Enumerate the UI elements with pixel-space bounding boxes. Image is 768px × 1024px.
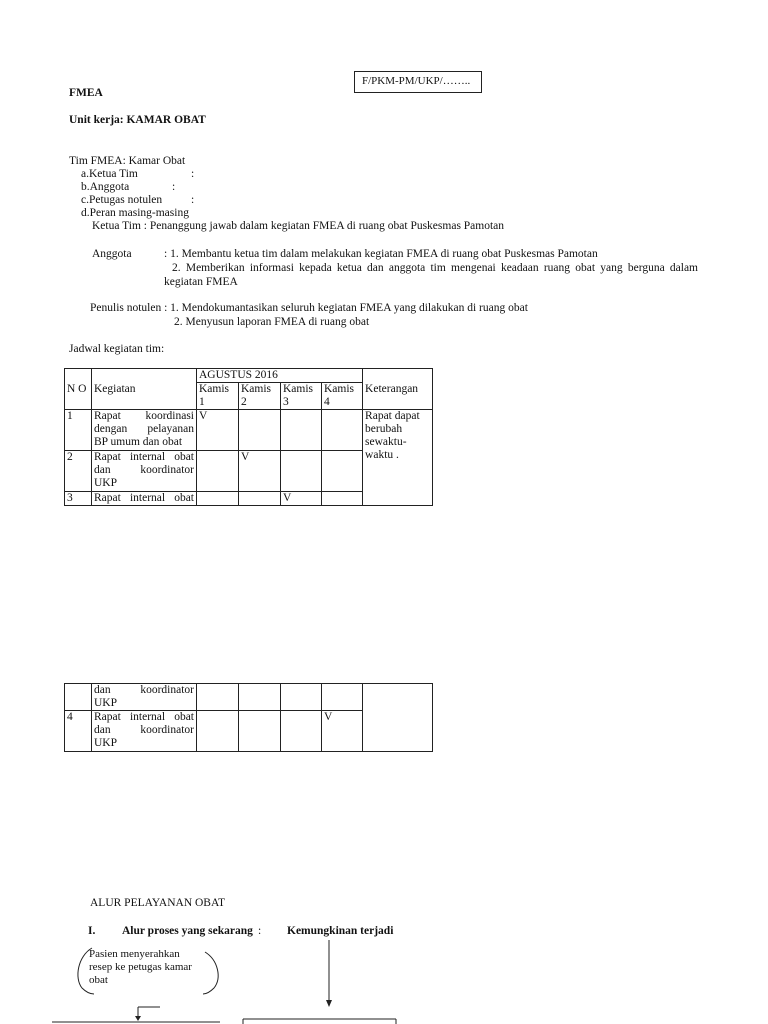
- anggota-duty-2b: kegiatan FMEA: [164, 276, 238, 288]
- current-process-label: Alur proses yang sekarang: [122, 925, 253, 937]
- header-keterangan: Keterangan: [363, 369, 433, 410]
- step1-line-3: obat: [89, 974, 108, 986]
- schedule-heading: Jadwal kegiatan tim:: [69, 343, 165, 355]
- row-check: V: [197, 410, 239, 451]
- possible-arrow-head: [326, 1000, 332, 1007]
- role-notulen: c.Petugas notulen: [81, 194, 163, 206]
- step1-right-bracket: [203, 952, 218, 994]
- duties-heading: d.Peran masing-masing: [81, 207, 189, 219]
- row-kegiatan: Rapat koordinasi dengan pelayanan BP umum dan obat: [92, 410, 197, 451]
- unit-label: Unit kerja: KAMAR OBAT: [69, 114, 206, 126]
- header-week-1: Kamis 1: [197, 383, 239, 410]
- header-week-3: Kamis 3: [281, 383, 322, 410]
- header-week-4: Kamis 4: [322, 383, 363, 410]
- notulen-duty-1: Penulis notulen : 1. Mendokumantasikan seluruh kegiatan FMEA yang dilakukan di ruang obat: [90, 302, 528, 314]
- team-heading: Tim FMEA: Kamar Obat: [69, 155, 186, 167]
- role-anggota: b.Anggota: [81, 181, 130, 193]
- row-no: 1: [65, 410, 92, 451]
- keterangan-text: Rapat dapat berubah sewaktu-waktu .: [365, 410, 420, 461]
- role-ketua-colon: :: [191, 168, 195, 180]
- header-month: AGUSTUS 2016: [197, 369, 363, 383]
- step1-line-2: resep ke petugas kamar: [89, 961, 192, 973]
- anggota-duty-2a: 2. Memberikan informasi kepada ketua dan anggota tim mengenai keadaan ruang obat yang berguna dalam: [172, 262, 698, 274]
- flow-section-no: I.: [88, 925, 96, 937]
- anggota-label: Anggota: [92, 248, 132, 260]
- current-process-colon: :: [258, 925, 262, 937]
- step1-arrow-head: [135, 1016, 141, 1021]
- form-code: F/PKM-PM/UKP/……..: [362, 75, 471, 87]
- row-no: 4: [65, 711, 92, 752]
- role-notulen-colon: :: [191, 194, 195, 206]
- row-kegiatan: Rapat internal obat dan koordinator UKP: [92, 711, 197, 752]
- notulen-duty-2: 2. Menyusun laporan FMEA di ruang obat: [174, 316, 370, 328]
- row-kegiatan: Rapat internal obat dan koordinator UKP: [92, 451, 197, 492]
- flow-heading: ALUR PELAYANAN OBAT: [90, 897, 226, 909]
- role-ketua: a.Ketua Tim: [81, 168, 138, 180]
- header-no: N O: [65, 369, 92, 410]
- row-check: V: [322, 711, 363, 752]
- row-kegiatan: Rapat internal obat: [92, 492, 197, 506]
- row-kegiatan: dan koordinator UKP: [92, 684, 197, 711]
- possible-label: Kemungkinan terjadi: [287, 925, 394, 937]
- row-check: V: [281, 492, 322, 506]
- row-no: 3: [65, 492, 92, 506]
- anggota-duty-1: : 1. Membantu ketua tim dalam melakukan kegiatan FMEA di ruang obat Puskesmas Pamotan: [164, 248, 598, 260]
- step1-line-1: Pasien menyerahkan: [89, 948, 180, 960]
- doc-title: FMEA: [69, 87, 103, 99]
- header-kegiatan: Kegiatan: [92, 369, 197, 410]
- header-week-2: Kamis 2: [239, 383, 281, 410]
- role-anggota-colon: :: [172, 181, 176, 193]
- row-check: V: [239, 451, 281, 492]
- ketua-duty: Ketua Tim : Penanggung jawab dalam kegiatan FMEA di ruang obat Puskesmas Pamotan: [92, 220, 505, 232]
- row-no: 2: [65, 451, 92, 492]
